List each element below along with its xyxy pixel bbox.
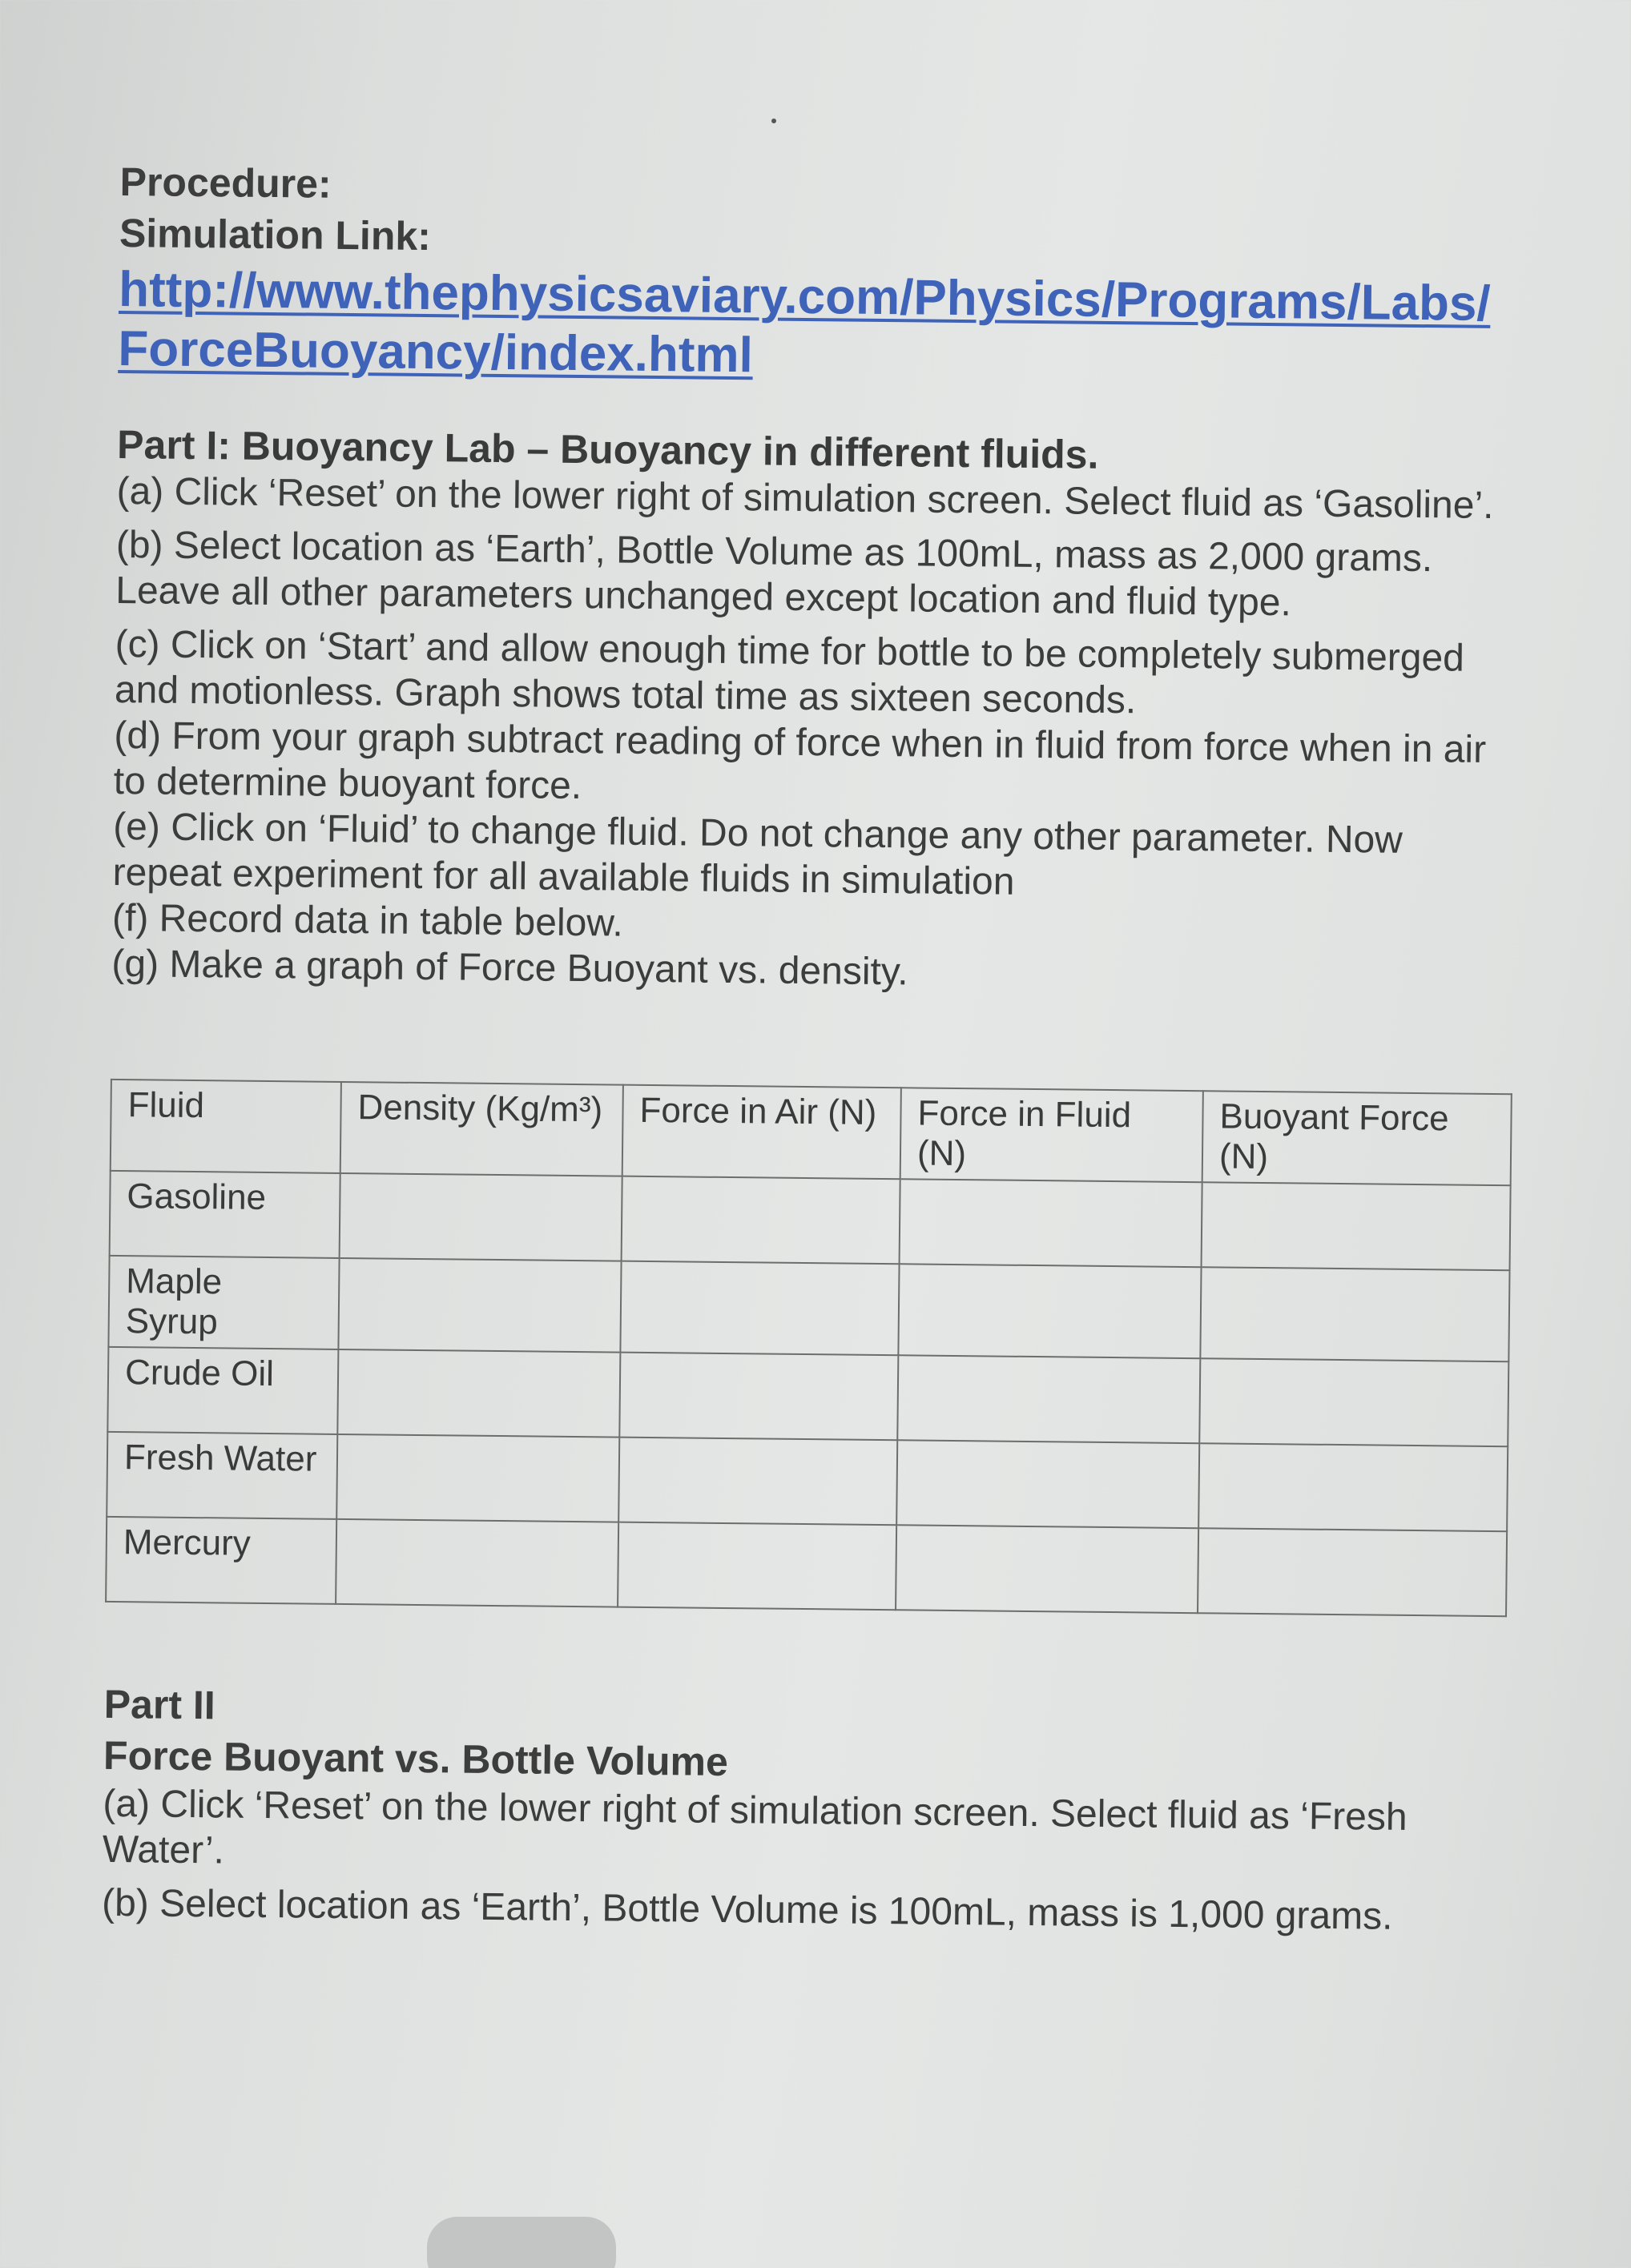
header-density: Density (Kg/m³) bbox=[340, 1082, 623, 1176]
cell-density[interactable] bbox=[336, 1434, 619, 1522]
cell-buoyant-force[interactable] bbox=[1202, 1182, 1511, 1270]
part1-step-e: (e) Click on ‘Fluid’ to change fluid. Do not change any other parameter. Now repeat experiment for all available fluids in simulation bbox=[112, 805, 1403, 903]
table-row bbox=[110, 1171, 1511, 1270]
cell-density[interactable] bbox=[336, 1519, 618, 1607]
header-buoyant-force: Buoyant Force (N) bbox=[1202, 1091, 1512, 1185]
cell-force-fluid[interactable] bbox=[898, 1264, 1201, 1358]
cell-fluid: Mercury bbox=[106, 1517, 336, 1604]
table-row bbox=[106, 1517, 1507, 1616]
part1-step-a: (a) Click ‘Reset’ on the lower right of simulation screen. Select fluid as ‘Gasoline’. bbox=[116, 469, 1494, 527]
cell-buoyant-force[interactable] bbox=[1198, 1528, 1507, 1616]
cell-fluid: Fresh Water bbox=[107, 1432, 337, 1519]
cell-force-air[interactable] bbox=[619, 1353, 898, 1441]
cell-force-air[interactable] bbox=[618, 1438, 897, 1526]
cell-force-air[interactable] bbox=[620, 1261, 899, 1356]
table-row bbox=[108, 1256, 1509, 1361]
part2-title: Part II bbox=[103, 1681, 215, 1728]
cell-force-air[interactable] bbox=[618, 1522, 896, 1611]
part2-section bbox=[102, 1679, 1514, 1940]
cell-force-fluid[interactable] bbox=[896, 1440, 1199, 1528]
simulation-link[interactable]: http://www.thephysicsaviary.com/Physics/Programs/Labs/ForceBuoyancy/index.html bbox=[118, 261, 1491, 384]
cell-buoyant-force[interactable] bbox=[1199, 1358, 1508, 1446]
part1-title: Part I: Buoyancy Lab – Buoyancy in different fluids. bbox=[116, 421, 1099, 477]
header-fluid: Fluid bbox=[111, 1080, 341, 1173]
part1-step-c: (c) Click on ‘Start’ and allow enough time for bottle to be completely submerged and motionless. Graph shows total time as sixteen seconds. bbox=[114, 622, 1465, 722]
ink-dot bbox=[771, 119, 776, 123]
cell-fluid: Gasoline bbox=[110, 1171, 340, 1258]
part2-step-b: (b) Select location as ‘Earth’, Bottle Volume is 100mL, mass is 1,000 grams. bbox=[101, 1881, 1393, 1938]
table-header-row bbox=[111, 1080, 1512, 1185]
cell-force-fluid[interactable] bbox=[897, 1355, 1200, 1443]
part1-step-f: (f) Record data in table below. bbox=[111, 896, 623, 945]
table-row bbox=[107, 1347, 1508, 1446]
cell-density[interactable] bbox=[337, 1349, 620, 1438]
cell-fluid: Crude Oil bbox=[107, 1347, 338, 1434]
cell-buoyant-force[interactable] bbox=[1198, 1443, 1508, 1531]
data-table bbox=[105, 1079, 1512, 1617]
table-row bbox=[107, 1432, 1508, 1531]
part1-step-b: (b) Select location as ‘Earth’, Bottle Volume as 100mL, mass as 2,000 grams. Leave all other parameters unchanged except location and fluid type. bbox=[115, 523, 1433, 625]
cell-density[interactable] bbox=[340, 1173, 622, 1261]
part2-subtitle: Force Buoyant vs. Bottle Volume bbox=[103, 1732, 729, 1785]
procedure-heading: Procedure: bbox=[119, 159, 332, 207]
part1-step-g: (g) Make a graph of Force Buoyant vs. density. bbox=[111, 942, 908, 994]
cell-force-air[interactable] bbox=[622, 1176, 900, 1265]
cell-density[interactable] bbox=[338, 1258, 621, 1353]
cell-buoyant-force[interactable] bbox=[1200, 1267, 1509, 1361]
document-content bbox=[102, 156, 1530, 1940]
header-force-air: Force in Air (N) bbox=[622, 1085, 901, 1180]
cell-force-fluid[interactable] bbox=[900, 1179, 1202, 1267]
cell-force-fluid[interactable] bbox=[896, 1525, 1198, 1613]
header-force-fluid: Force in Fluid (N) bbox=[900, 1088, 1203, 1182]
simulation-link-label: Simulation Link: bbox=[119, 210, 432, 259]
part1-step-d: (d) From your graph subtract reading of force when in fluid from force when in air to determine buoyant force. bbox=[113, 714, 1487, 808]
bottom-tab bbox=[427, 2217, 616, 2268]
part2-step-a: (a) Click ‘Reset’ on the lower right of simulation screen. Select fluid as ‘Fresh Water’. bbox=[102, 1782, 1407, 1872]
cell-fluid: Maple Syrup bbox=[108, 1256, 339, 1349]
